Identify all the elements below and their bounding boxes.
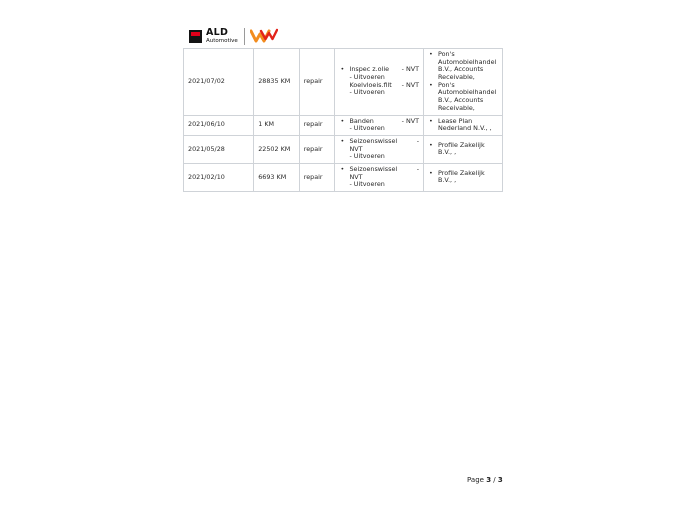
- provider-list: [428, 142, 498, 157]
- page-number: [467, 476, 503, 484]
- work-item-text: NVT: [349, 172, 363, 181]
- page-label: Page: [467, 476, 484, 484]
- provider-item: • Pon's Automobielhandel B.V., Accounts Receivable,: [428, 51, 498, 82]
- work-item: [339, 66, 419, 97]
- work-items-list: [339, 66, 419, 97]
- page-current: 3: [486, 476, 492, 484]
- partner-logo-icon: [250, 28, 278, 44]
- work-item-text: • Seizoenswissel: [349, 136, 398, 145]
- service-date-cell: 2021/02/10: [184, 163, 254, 191]
- work-item-text: - Uitvoeren: [349, 124, 385, 133]
- work-item-status: - NVT: [401, 80, 420, 89]
- provider-list: [428, 51, 498, 113]
- ald-logo-icon: [189, 30, 202, 43]
- provider-item: • Lease Plan Nederland N.V., ,: [428, 118, 498, 133]
- work-item: [339, 166, 419, 189]
- service-history-table: [183, 48, 503, 192]
- table-row: [184, 115, 503, 135]
- service-provider-cell: [424, 49, 503, 116]
- work-item-text: - Uitvoeren: [349, 73, 385, 82]
- provider-list: [428, 170, 498, 185]
- mileage-cell: 22502 KM: [254, 135, 299, 163]
- work-item-text: - Uitvoeren: [349, 88, 385, 97]
- work-items-list: [339, 166, 419, 189]
- work-items-cell: [335, 163, 424, 191]
- table-row: [184, 163, 503, 191]
- service-provider-cell: [424, 163, 503, 191]
- provider-item: • Profile Zakelijk B.V., ,: [428, 142, 498, 157]
- ald-logo-subtitle: Automotive: [206, 37, 238, 44]
- provider-list: [428, 118, 498, 133]
- service-provider-cell: [424, 135, 503, 163]
- service-date-cell: 2021/05/28: [184, 135, 254, 163]
- page-total: 3: [497, 476, 503, 484]
- work-item-line: [349, 153, 419, 161]
- work-items-cell: [335, 135, 424, 163]
- work-item-text: • Inspec z.olie: [349, 65, 390, 74]
- work-item-text: • Seizoenswissel: [349, 164, 398, 173]
- work-item-text: Koelvloeis.filt: [349, 80, 392, 89]
- service-provider-cell: [424, 115, 503, 135]
- work-item-text: - Uitvoeren: [349, 180, 385, 189]
- page-separator: /: [493, 476, 496, 484]
- service-type-cell: repair: [299, 49, 335, 116]
- service-date-cell: 2021/06/10: [184, 115, 254, 135]
- mileage-cell: 6693 KM: [254, 163, 299, 191]
- service-date-cell: 2021/07/02: [184, 49, 254, 116]
- provider-item: • Pon's Automobielhandel B.V., Accounts Receivable,: [428, 82, 498, 113]
- work-item-line: [349, 125, 419, 133]
- work-items-cell: [335, 115, 424, 135]
- work-items-list: [339, 118, 419, 133]
- work-item-status: -: [416, 136, 420, 145]
- mileage-cell: 1 KM: [254, 115, 299, 135]
- work-item: [339, 118, 419, 133]
- report-header: [189, 26, 278, 46]
- work-item-line: [349, 181, 419, 189]
- service-type-cell: repair: [299, 163, 335, 191]
- service-type-cell: repair: [299, 115, 335, 135]
- work-item-text: - Uitvoeren: [349, 152, 385, 161]
- work-item-status: - NVT: [401, 65, 420, 74]
- work-item: [339, 138, 419, 161]
- work-item-line: [349, 89, 419, 97]
- service-type-cell: repair: [299, 135, 335, 163]
- work-item-text: • Banden: [349, 116, 374, 125]
- table-row: [184, 135, 503, 163]
- table-row: [184, 49, 503, 116]
- ald-logo-name: ALD: [206, 27, 229, 38]
- mileage-cell: 28835 KM: [254, 49, 299, 116]
- work-items-list: [339, 138, 419, 161]
- work-item-text: NVT: [349, 144, 363, 153]
- provider-item: • Profile Zakelijk B.V., ,: [428, 170, 498, 185]
- work-item-status: -: [416, 164, 420, 173]
- work-item-status: - NVT: [401, 116, 420, 125]
- header-divider: [244, 28, 245, 45]
- work-items-cell: [335, 49, 424, 116]
- ald-logo-text: [206, 28, 238, 44]
